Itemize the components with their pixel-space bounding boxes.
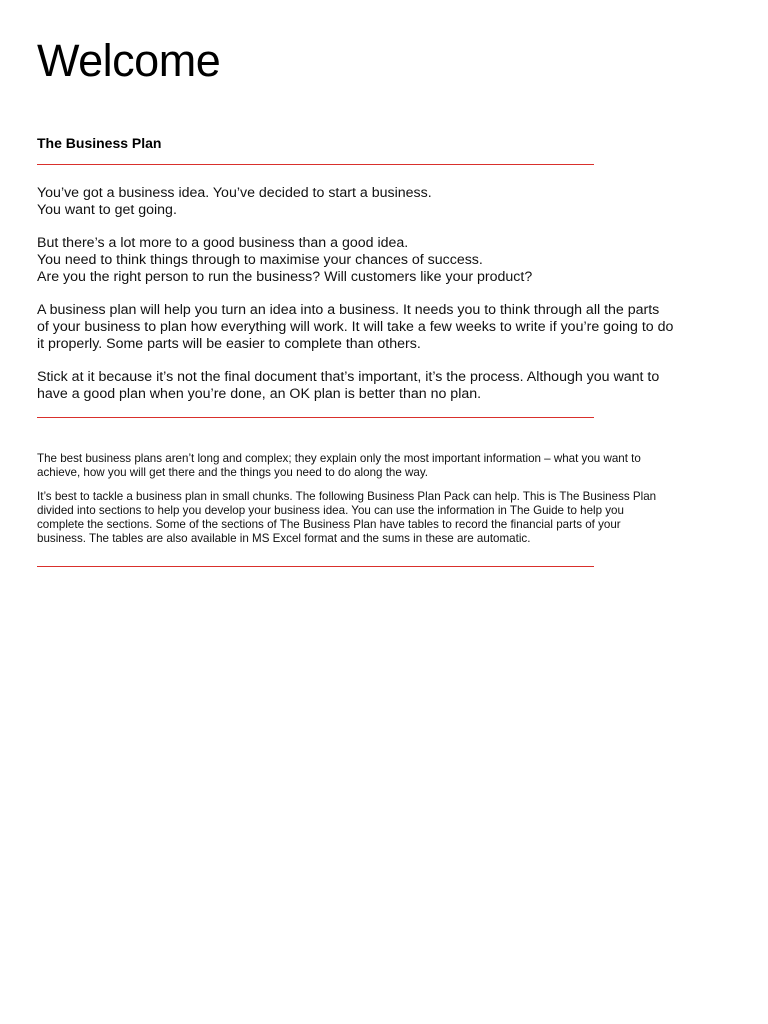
text-line: of your business to plan how everything will work. It will take a few weeks to write if you’re going to do: [37, 319, 674, 335]
text-line: it properly. Some parts will be easier to complete than others.: [37, 336, 421, 352]
text-line: divided into sections to help you develop your business idea. You can use the information in The Guide to help you: [37, 503, 624, 517]
text-line: You’ve got a business idea. You’ve decided to start a business.: [37, 185, 432, 201]
text-line: business. The tables are also available in MS Excel format and the sums in these are automatic.: [37, 532, 531, 546]
text-line: But there’s a lot more to a good business than a good idea.: [37, 235, 409, 251]
detail-paragraph-1: [37, 452, 727, 481]
detail-paragraph-2: [37, 490, 727, 547]
text-line: Are you the right person to run the business? Will customers like your product?: [37, 269, 533, 285]
text-line: It’s best to tackle a business plan in small chunks. The following Business Plan Pack can help. This is The Business Plan: [37, 489, 657, 503]
divider-top: [37, 164, 594, 165]
text-line: have a good plan when you’re done, an OK plan is better than no plan.: [37, 386, 482, 402]
intro-paragraph-2: [37, 235, 737, 286]
detail-text: [37, 452, 727, 556]
intro-paragraph-1: [37, 185, 737, 219]
intro-paragraph-4: [37, 369, 737, 403]
divider-bottom: [37, 566, 594, 567]
text-line: A business plan will help you turn an idea into a business. It needs you to think through all the parts: [37, 302, 660, 318]
intro-paragraph-3: [37, 302, 737, 353]
text-line: You want to get going.: [37, 202, 177, 218]
divider-middle: [37, 417, 594, 418]
text-line: Stick at it because it’s not the final document that’s important, it’s the process. Although you want to: [37, 369, 660, 385]
text-line: The best business plans aren’t long and complex; they explain only the most important information – what you want to: [37, 452, 641, 465]
section-heading: The Business Plan: [37, 135, 162, 151]
text-line: achieve, how you will get there and the things you need to do along the way.: [37, 466, 429, 480]
text-line: complete the sections. Some of the sections of The Business Plan have tables to record the financial parts of your: [37, 518, 621, 532]
text-line: You need to think things through to maximise your chances of success.: [37, 252, 483, 268]
page-title: Welcome: [37, 35, 221, 86]
intro-text: [37, 185, 737, 419]
